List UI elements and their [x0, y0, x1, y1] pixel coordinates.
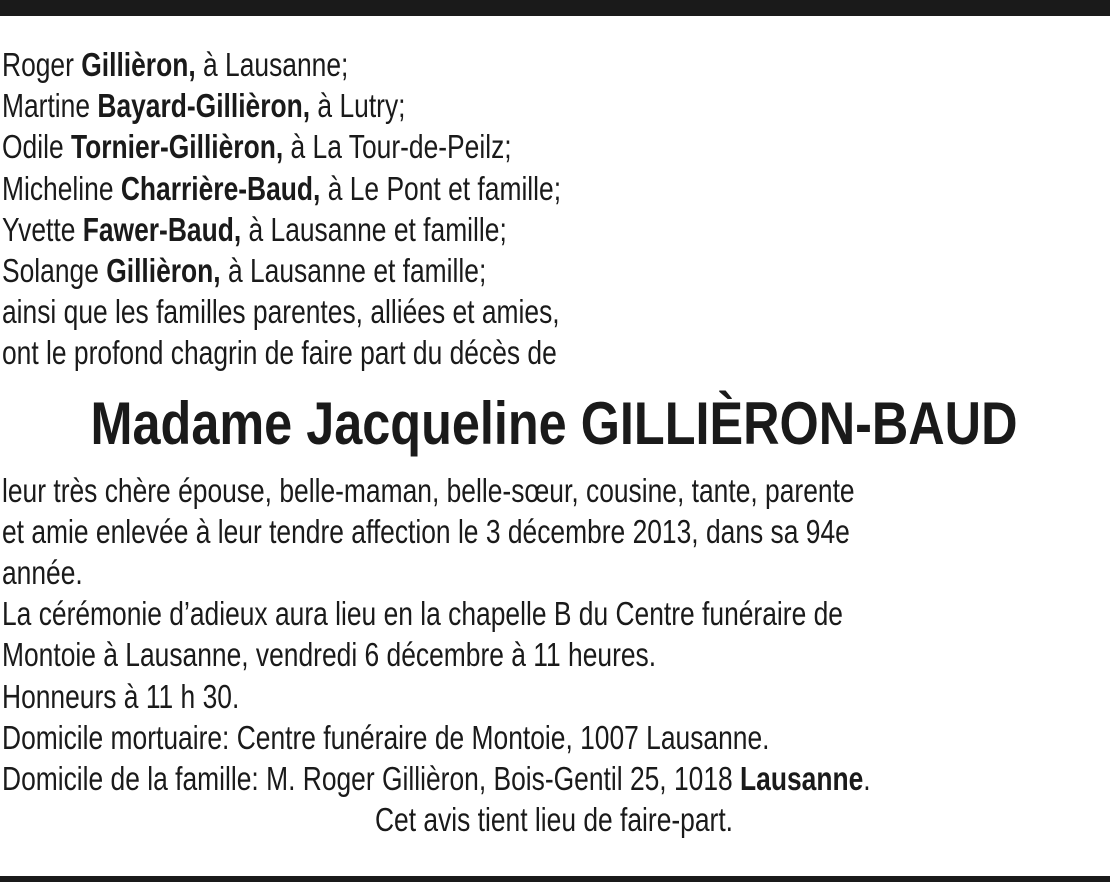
body-line: Honneurs à 11 h 30. [2, 677, 240, 715]
mourner-surname: Gillièron, [106, 252, 221, 290]
address-city: Lausanne [740, 760, 864, 798]
body-line: année. [2, 554, 83, 592]
bottom-rule [0, 876, 1110, 882]
mourner-surname: Gillièron, [81, 46, 196, 83]
body-line: La cérémonie d’adieux aura lieu en la chapelle B du Centre funéraire de [2, 595, 843, 633]
body-line: leur très chère épouse, belle-maman, belle-sœur, cousine, tante, parente [2, 471, 855, 509]
mourner-surname: Fawer-Baud, [82, 210, 242, 248]
body-line: et amie enlevée à leur tendre affection le 3 décembre 2013, dans sa 94e [2, 512, 850, 550]
family-address-line: Domicile de la famille: M. Roger Gillièron, Bois-Gentil 25, 1018 Lausanne. [2, 760, 871, 798]
mourner-line: Solange Gillièron, à Lausanne et famille; [2, 252, 487, 290]
intro-line: ont le profond chagrin de faire part du décès de [2, 334, 557, 372]
mourner-surname: Tornier-Gillièron, [70, 128, 284, 166]
mourner-line: Yvette Fawer-Baud, à Lausanne et famille; [2, 210, 507, 248]
footer-note: Cet avis tient lieu de faire-part. [374, 801, 734, 839]
mourner-surname: Bayard-Gillièron, [97, 87, 311, 125]
notice-body [2, 470, 1106, 800]
deceased-name: Madame Jacqueline GILLIÈRON-BAUD [90, 389, 1018, 457]
mourner-line: Roger Gillièron, à Lausanne; [2, 46, 349, 83]
mourner-line: Martine Bayard-Gillièron, à Lutry; [2, 87, 406, 125]
mourner-surname: Charrière-Baud, [120, 169, 321, 207]
mourner-line: Micheline Charrière-Baud, à Le Pont et famille; [2, 169, 562, 207]
death-notice [2, 44, 1106, 840]
intro-line: ainsi que les familles parentes, alliées et amies, [2, 293, 560, 331]
body-line: Montoie à Lausanne, vendredi 6 décembre à 11 heures. [2, 636, 657, 674]
top-rule [0, 0, 1110, 16]
mourner-line: Odile Tornier-Gillièron, à La Tour-de-Peilz; [2, 128, 512, 166]
body-line: Domicile mortuaire: Centre funéraire de Montoie, 1007 Lausanne. [2, 718, 770, 756]
